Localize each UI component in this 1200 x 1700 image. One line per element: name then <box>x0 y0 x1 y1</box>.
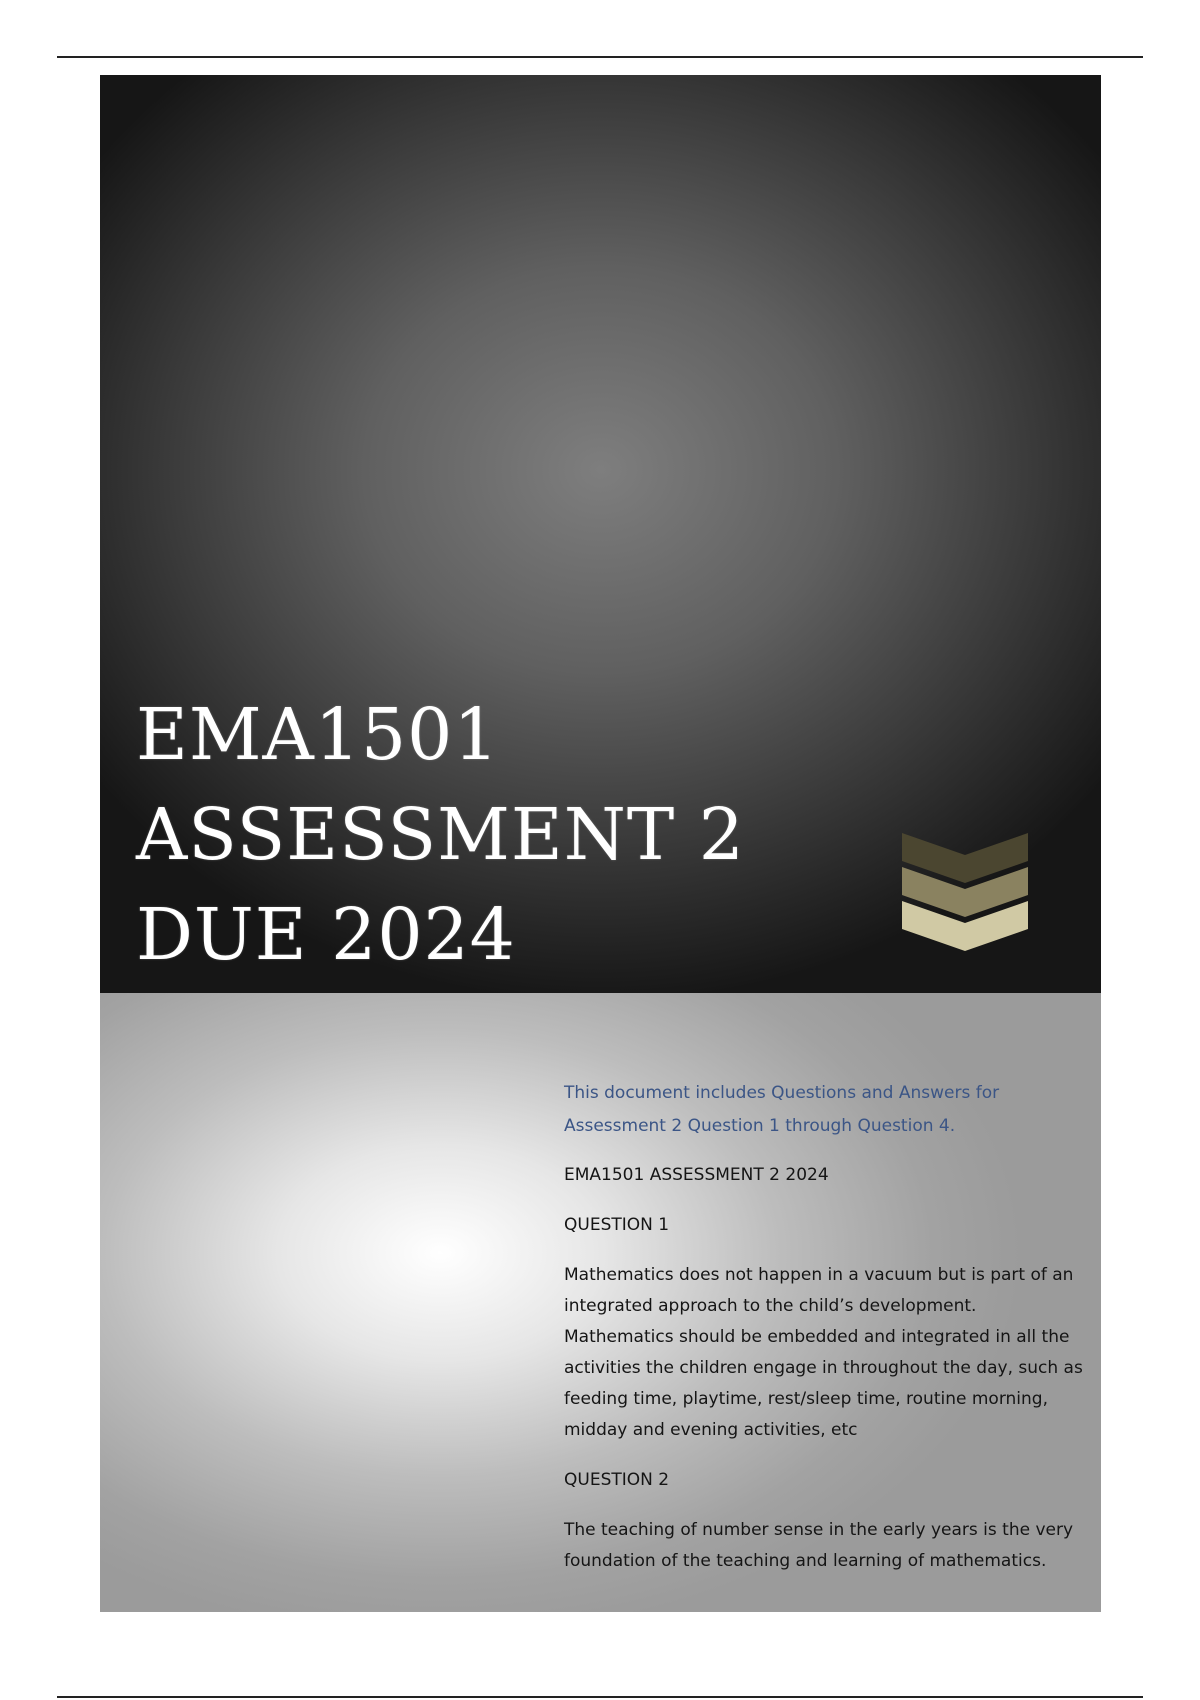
content-text <box>564 1077 1084 1596</box>
question-2-heading: QUESTION 2 <box>564 1470 670 1490</box>
bottom-rule <box>57 1696 1143 1698</box>
top-rule <box>57 56 1143 58</box>
intro-text: This document includes Questions and Answers for Assessment 2 Question 1 through Question 4. <box>564 1083 1000 1136</box>
content-panel <box>100 993 1101 1612</box>
cover-title <box>136 685 745 985</box>
title-line-due: DUE 2024 <box>136 893 516 976</box>
document-heading: EMA1501 ASSESSMENT 2 2024 <box>564 1165 829 1185</box>
question-1-answer: Mathematics does not happen in a vacuum but is part of an integrated approach to the child’s development. Mathematics should be embedded and integrated in all the activities the children engage in throughout the day, such as feeding time, playtime, rest/sleep time, routine morning, midday and evening activities, etc <box>564 1265 1083 1440</box>
question-1-heading: QUESTION 1 <box>564 1215 670 1235</box>
chevron-stack-icon <box>902 833 1028 953</box>
cover-banner <box>100 75 1101 993</box>
title-line-course: EMA1501 <box>136 693 500 776</box>
question-2-answer: The teaching of number sense in the early years is the very foundation of the teaching and learning of mathematics. <box>564 1520 1074 1571</box>
title-line-assessment: ASSESSMENT 2 <box>136 793 745 876</box>
